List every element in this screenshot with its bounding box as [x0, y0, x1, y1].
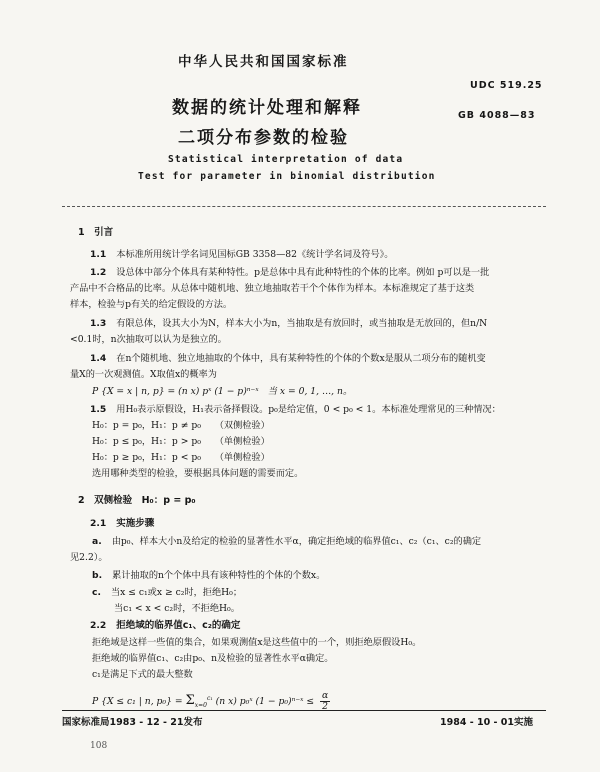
hypothesis-one-sided-lower: H₀：p ≥ p₀，H₁：p < p₀ （单侧检验）	[92, 452, 270, 463]
issuing-country-heading: 中华人民共和国国家标准	[178, 54, 349, 70]
step-b	[92, 570, 325, 582]
paragraph-1-2-line-2: 产品中不合格品的比率。从总体中随机地、独立地抽取若干个个体作为样本。本标准规定了基于这类	[70, 283, 475, 294]
fraction-denominator: 2	[322, 701, 329, 712]
step-text: 累计抽取的n个个体中具有该种特性的个体的个数x。	[112, 570, 326, 581]
clause-text: 设总体中部分个体具有某种特性。p是总体中具有此种特性的个体的比率。例如 p可以是一批	[116, 267, 490, 278]
subsection-2-2-line-3: c₁是满足下式的最大整数	[92, 669, 193, 680]
section-1-heading: 1 引言	[78, 227, 114, 238]
clause-number: 2.2	[90, 620, 107, 631]
clause-text: 在n个随机地、独立地抽取的个体中，具有某种特性的个体的个数x是服从二项分布的随机变	[116, 353, 486, 364]
clause-number: 1.1	[90, 249, 107, 260]
paragraph-1-2-line-3: 样本，检验与p有关的给定假设的方法。	[70, 299, 233, 310]
sum-lower-limit: x=0	[194, 701, 207, 709]
section-2-heading: 2 双侧检验 H₀：p = p₀	[78, 495, 196, 506]
subsection-2-2-line-1: 拒绝域是这样一些值的集合，如果观测值x是这些值中的一个，则拒绝原假设H₀。	[92, 637, 422, 648]
binomial-probability-formula: P {X = x | n, p} = (n x) pˣ (1 − p)ⁿ⁻ˣ 当 x = 0, 1, …, n。	[92, 386, 353, 397]
hypothesis-two-sided: H₀：p = p₀，H₁：p ≠ p₀ （双侧检验）	[92, 420, 270, 431]
paragraph-1-5-closing: 选用哪种类型的检验，要根据具体问题的需要而定。	[92, 468, 304, 479]
step-a-line-1	[92, 536, 481, 548]
english-title-line-1: Statistical interpretation of data	[168, 154, 404, 165]
sigma-symbol: Σ	[185, 693, 195, 708]
clause-text: 有限总体，设其大小为N，样本大小为n，当抽取是有放回时，或当抽取是无放回的，但n/N	[116, 318, 488, 329]
page-number: 108	[90, 741, 108, 751]
hypothesis-one-sided-upper: H₀：p ≤ p₀，H₁：p > p₀ （单侧检验）	[92, 436, 270, 447]
fraction-numerator: α	[322, 690, 329, 701]
step-text: 当x ≤ c₁或x ≥ c₂时，拒绝H₀；	[110, 587, 243, 598]
clause-number: 2.1	[90, 518, 107, 529]
udc-code: UDC 519.25	[470, 80, 543, 91]
paragraph-1-4-line-2: 量X的一次观测值。X取值x的概率为	[70, 369, 217, 380]
step-label: c.	[92, 587, 101, 598]
paragraph-1-2-line-1	[90, 267, 489, 279]
step-label: a.	[92, 536, 102, 547]
gb-code: GB 4088—83	[458, 110, 536, 121]
clause-text: 本标准所用统计学名词见国标GB 3358—82《统计学名词及符号》。	[116, 249, 394, 260]
critical-value-inequality	[92, 691, 330, 712]
clause-text: 用H₀表示原假设，H₁表示备择假设。p₀是给定值，0 < p₀ < 1。本标准处理常见的三种情况：	[116, 404, 501, 415]
title-line-2: 二项分布参数的检验	[178, 128, 349, 148]
step-label: b.	[92, 570, 103, 581]
subsection-2-2-heading	[90, 620, 240, 632]
paragraph-1-5-line-1	[90, 404, 501, 416]
paragraph-1-3-line-1	[90, 318, 487, 330]
fraction	[320, 691, 330, 712]
effective-date: 1984 - 10 - 01实施	[440, 717, 533, 728]
clause-number: 1.4	[90, 353, 107, 364]
issue-date: 国家标准局1983 - 12 - 21发布	[62, 717, 203, 728]
step-c-line-2: 当c₁ < x < c₂时，不拒绝H₀。	[114, 603, 240, 614]
sum-body: (n x) p₀ˣ (1 − p₀)ⁿ⁻ˣ ≤	[215, 696, 315, 707]
subsection-2-1-heading	[90, 518, 154, 530]
paragraph-1-1	[90, 249, 393, 261]
subsection-2-2-line-2: 拒绝域的临界值c₁、c₂由p₀、n及检验的显著性水平α确定。	[92, 653, 334, 664]
sum-lhs: P {X ≤ c₁ | n, p₀} =	[92, 696, 183, 707]
paragraph-1-3-line-2: <0.1时，n次抽取可以认为是独立的。	[70, 334, 227, 345]
title-line-1: 数据的统计处理和解释	[172, 98, 362, 118]
english-title-line-2: Test for parameter in binomial distribution	[138, 171, 436, 182]
header-divider	[62, 206, 546, 207]
step-a-line-2: 见2.2）。	[70, 552, 108, 563]
clause-title: 实施步骤	[116, 518, 155, 529]
step-c-line-1	[92, 587, 242, 599]
clause-title: 拒绝域的临界值c₁、c₂的确定	[116, 620, 241, 631]
clause-number: 1.3	[90, 318, 107, 329]
clause-number: 1.5	[90, 404, 107, 415]
sum-upper-limit: c₁	[206, 694, 213, 702]
clause-number: 1.2	[90, 267, 107, 278]
step-text: 由p₀、样本大小n及给定的检验的显著性水平α，确定拒绝域的临界值c₁、c₂（c₁、c₂的确定	[111, 536, 482, 547]
footer-rule	[62, 710, 546, 711]
paragraph-1-4-line-1	[90, 353, 486, 365]
